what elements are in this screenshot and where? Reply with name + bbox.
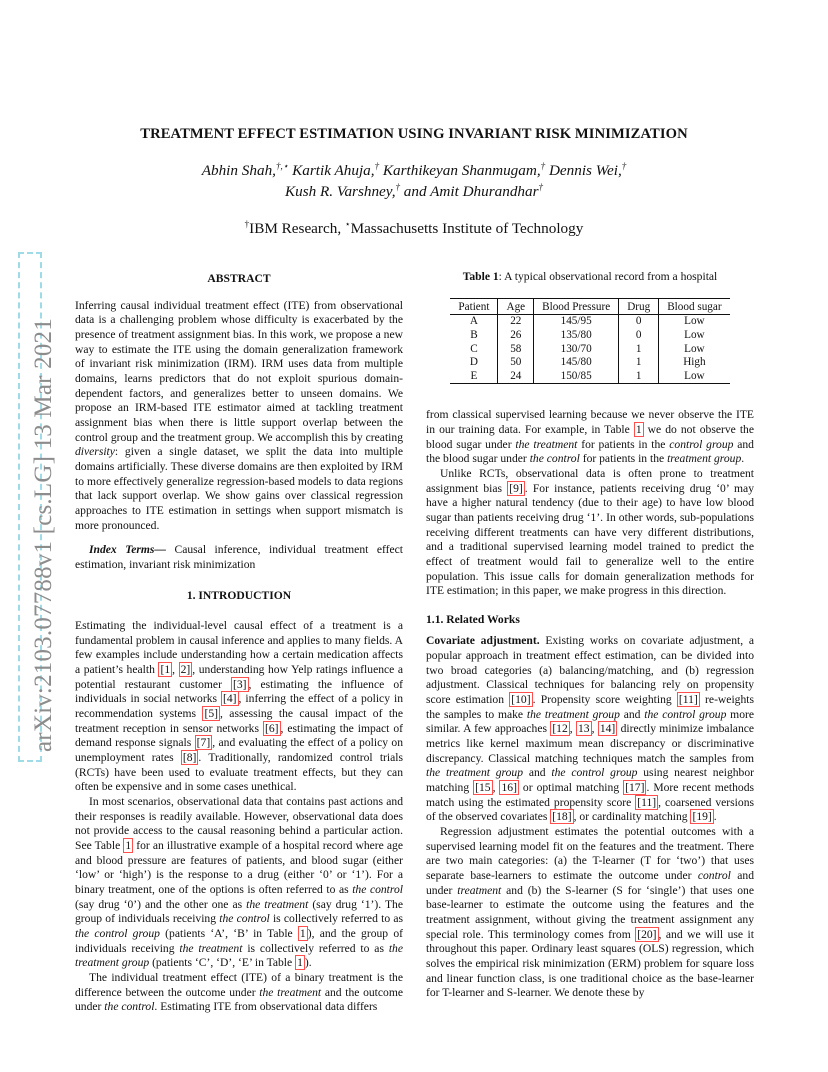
table-cell: 130/70 [534, 343, 619, 357]
citation-link[interactable]: [11] [678, 693, 698, 707]
table-cell: Low [684, 328, 705, 341]
citation-link[interactable]: [5] [204, 707, 218, 721]
author-list [60, 160, 768, 202]
table-column-header: Blood sugar [659, 298, 730, 315]
intro-paragraph-2 [75, 795, 403, 971]
paragraph-text: , coarsened versions of the observed covariates [426, 795, 755, 824]
author-affiliation-mark: †,⋆ [275, 161, 289, 171]
paragraph-text: , assessing the causal impact of the treatment reception in sensor networks [75, 707, 403, 735]
intro-paragraph-3 [75, 971, 403, 1015]
table-cell: High [683, 356, 706, 369]
citation-link[interactable]: [12 [552, 722, 568, 736]
table-body [450, 315, 729, 384]
right-paragraph-1 [426, 408, 754, 467]
paragraph-text: , estimating the impact of demand response signals [75, 721, 403, 750]
paragraph-text: ). [304, 956, 312, 970]
paragraph-text: . [713, 810, 717, 824]
abstract-heading: ABSTRACT [207, 272, 271, 285]
table-cell: 22 [498, 315, 534, 329]
table-cell: Low [684, 315, 705, 328]
author-name: Abhin Shah, [201, 162, 276, 179]
paragraph-label: Covariate adjustment. [426, 634, 540, 648]
table-cell: D [450, 356, 498, 370]
emphasis-text: the treatment [246, 897, 309, 911]
affiliations [60, 220, 768, 238]
table-cell: 135/80 [534, 329, 619, 343]
paragraph-text: , [492, 781, 500, 795]
paragraph-text: , and evaluating the effect of a policy on unemployment rates [75, 736, 404, 765]
emphasis-text: the treatment group [426, 766, 524, 780]
table-cell: 58 [498, 343, 534, 357]
citation-link[interactable]: [20] [637, 927, 657, 941]
affiliation-mit: Massachusetts Institute of Technology [350, 220, 584, 237]
citation-link[interactable]: 2] [180, 663, 191, 677]
index-terms-text: Causal inference, individual treatment effect estimation, invariant risk minimization [75, 543, 403, 571]
table-row [450, 370, 729, 384]
paragraph-text: for an illustrative example of a hospital record where age and blood pressure are features of patients, and blood sugar (either ‘low’ or ‘high’) is the response to a drug (either ‘0’ or ‘1’). For a binary treatment, one of the options is often referred to as [75, 838, 403, 896]
citation-link[interactable]: [17] [625, 781, 645, 795]
emphasis-text: the treatment [515, 437, 578, 451]
abstract-text-part: Inferring causal individual treatment effect (ITE) from observational data is a challenging problem whose difficulty is exacerbated by the presence of treatment assignment bias. In this work, we propose a new way to estimate the ITE using the domain generalization framework of invariant risk minimization (IRM). IRM uses data from multiple domains, learns predictors that do not exploit spurious domain-dependent factors, and generalizes better to unseen domains. We propose an IRM-based ITE estimator aimed at tackling treatment assignment bias when there is little support overlap between the control group and the treatment group. We accomplish this by creating [75, 298, 403, 444]
paragraph-text: Existing works on covariate adjustment, a popular approach in treatment effect estimation, can be divided into two broad categories (a) balancing/matching, and (b) regression adjustment. Classical techniques for balancing rely on propensity score estimation [426, 634, 754, 707]
citation-link[interactable]: 16] [501, 781, 517, 795]
author-name: and Amit Dhurandhar [403, 183, 539, 200]
arxiv-identifier[interactable]: arXiv:2103.07788v1 [cs.LG] 13 Mar 2021 [30, 318, 57, 752]
table-cell: 0 [619, 315, 659, 329]
emphasis-text: control [697, 868, 731, 882]
paragraph-text: . [741, 452, 745, 466]
table-cell: 1 [619, 356, 659, 370]
citation-link[interactable]: [8] [182, 751, 197, 765]
abstract-text-part: : given a single dataset, we split the data into multiple domains artificially. These diverse domains are then exploited by IRM to more effectively generalize regression-based models to data regions that lack support overlap. We show gains over classical regression approaches to ITE estimation in settings when support mismatch is more pronounced. [75, 445, 403, 532]
paragraph-text: , [591, 722, 598, 736]
emphasis-text: the control group [551, 766, 638, 780]
paragraph-text: , understanding how Yelp ratings influence a potential restaurant customer [75, 663, 404, 691]
paragraph-text: , [569, 722, 576, 736]
paragraph-text: or optimal matching [518, 781, 624, 795]
intro-paragraph-1 [75, 619, 403, 795]
table-1 [450, 298, 729, 385]
index-terms [75, 543, 403, 572]
table-column-header: Drug [619, 298, 659, 315]
citation-link[interactable]: 14] [599, 722, 616, 736]
emphasis-text: the control group [644, 707, 727, 721]
table-1-caption-text: : A typical observational record from a hospital [498, 270, 718, 283]
arxiv-sidebar [8, 252, 57, 762]
paragraph-text: (say drug ‘1’). The group of individuals receiving [75, 897, 403, 926]
table-column-header: Blood Pressure [534, 298, 619, 315]
paragraph-text: (say drug ‘0’) and the other one as [75, 897, 247, 911]
table-cell: A [450, 315, 498, 329]
table-row [450, 356, 729, 370]
author-name: Karthikeyan Shanmugam, [382, 162, 541, 179]
citation-link[interactable]: 13 [578, 722, 590, 736]
paragraph-text: and the blood sugar under [426, 437, 754, 466]
paragraph-text: The individual treatment effect (ITE) of a binary treatment is the difference between the outcome under [75, 970, 403, 999]
table-column-header: Patient [450, 298, 498, 315]
emphasis-text: the treatment [179, 941, 243, 955]
author-affiliation-mark: † [621, 161, 627, 171]
paragraph-text: and the outcome under [75, 985, 403, 1014]
author-line-1 [60, 160, 768, 181]
emphasis-text: the control group [75, 926, 160, 940]
author-affiliation-mark: † [374, 161, 380, 171]
citation-link[interactable]: [10] [511, 693, 531, 707]
paper-title: TREATMENT EFFECT ESTIMATION USING INVARIANT RISK MINIMIZATION [140, 126, 688, 142]
table-cell: 24 [498, 370, 534, 384]
table-column-header: Age [498, 298, 534, 315]
citation-link[interactable]: [19] [692, 810, 712, 824]
citation-link[interactable]: 1 [297, 956, 303, 970]
table-1-caption [426, 270, 754, 285]
paragraph-text: and under [426, 868, 754, 897]
citation-link[interactable]: 1 [299, 926, 306, 940]
right-column [426, 270, 754, 1001]
paragraph-text: Regression adjustment estimates the potential outcomes with a supervised learning model fit on the features and the treatment. There are two main categories: (a) the T-learner (T for ‘two’) that uses separate base-learners to estimate the outcome under [426, 825, 754, 882]
paragraph-text: In most scenarios, observational data that contains past actions and their responses is readily available. However, observational data does not provide access to the causal reasoning behind a particular action. See Table [75, 795, 403, 852]
citation-link[interactable]: [6] [264, 721, 279, 735]
paragraph-text: and (b) the S-learner (S for ‘single’) that uses one base-learner to estimate the outcome using the features and the treatment assignment, without giving the treatment assignment any special role. This terminology comes from [426, 883, 754, 941]
table-row [450, 315, 729, 329]
paragraph-text: from classical supervised learning because we never observe the ITE in our training data. For example, in Table [426, 408, 754, 436]
table-cell: 150/85 [534, 370, 619, 384]
paragraph-text: (patients ‘A’, ‘B’ in Table [159, 926, 298, 940]
paragraph-text: is collectively referred to as [242, 941, 389, 955]
right-paragraph-3 [426, 634, 754, 825]
paragraph-text: directly minimize imbalance metrics like kernel maximum mean discrepancy or discriminative discrepancy. Classical matching techniques match the samples from [426, 722, 755, 765]
author-name: Kartik Ahuja, [292, 162, 375, 179]
author-affiliation-mark: † [538, 182, 544, 192]
left-column [75, 272, 403, 1015]
table-cell: 145/80 [534, 356, 619, 370]
citation-link[interactable]: 1 [125, 838, 132, 852]
emphasis-text: the control [104, 1000, 155, 1014]
citation-link[interactable]: 1 [635, 422, 642, 436]
index-terms-label: Index Terms— [89, 543, 166, 557]
citation-link[interactable]: [4] [223, 692, 237, 706]
emphasis-text: the treatment group [526, 707, 620, 721]
table-row [450, 329, 729, 343]
abstract-text [75, 299, 403, 534]
paragraph-text: . More recent methods match using the estimated propensity score [426, 781, 754, 809]
table-cell: E [450, 370, 498, 384]
paragraph-text: Unlike RCTs, observational data is often prone to treatment assignment bias [426, 466, 754, 495]
author-line-2 [60, 181, 768, 202]
affiliation-mark: ⋆ [344, 219, 351, 229]
emphasis-text: the treatment group [75, 941, 403, 970]
paragraph-text: is collectively referred to as [269, 912, 403, 926]
paragraph-text: using nearest neighbor matching [426, 766, 755, 795]
table-cell: Low [659, 370, 730, 384]
table-cell: C [450, 343, 498, 357]
paragraph-text: , or cardinality matching [573, 810, 691, 824]
table-cell: B [450, 329, 498, 343]
affiliation-mark: † [244, 219, 250, 229]
abstract-emphasis: diversity [75, 445, 115, 459]
citation-link[interactable]: [18] [552, 810, 572, 824]
paragraph-text: more similar. A few approaches [426, 707, 754, 736]
introduction-heading: 1. INTRODUCTION [186, 589, 292, 603]
paragraph-text: for patients in the [579, 452, 668, 466]
citation-link[interactable]: [11] [637, 795, 657, 809]
paragraph-text: , inferring the effect of a policy in recommendation systems [75, 692, 403, 721]
author-affiliation-mark: † [395, 182, 400, 192]
emphasis-text: control group [669, 437, 734, 451]
citation-link[interactable]: [15 [475, 781, 491, 795]
author-affiliation-mark: † [540, 161, 546, 171]
affiliation-ibm: IBM Research, [249, 220, 345, 237]
paragraph-text: . Estimating ITE from observational data differs [154, 1000, 378, 1014]
table-cell: 26 [498, 329, 534, 343]
emphasis-text: the control [219, 912, 270, 926]
emphasis-text: treatment [457, 883, 502, 897]
table-row [450, 343, 729, 357]
emphasis-text: the control [529, 452, 580, 466]
emphasis-text: the control [352, 882, 403, 896]
paragraph-text: . For instance, patients receiving drug ‘0’ may have a higher natural tendency (due to their age) to have low blood sugar than patients receiving drug ‘1’. In other words, sub-populations receiving different treatments can have very different distributions, and a traditional supervised learning model trained to predict the effect of treatment would fail to generalize well to the entire population. This issue calls for domain generalization methods for ITE estimation; in this paper, we make progress in this direction. [426, 481, 754, 598]
paragraph-text: , [172, 663, 179, 677]
table-1-label: Table 1 [462, 270, 499, 283]
paragraph-text: re-weights the samples to make [426, 693, 754, 721]
table-cell: 1 [619, 370, 659, 384]
citation-link[interactable]: [3] [233, 677, 247, 691]
emphasis-text: the treatment [259, 985, 322, 999]
paragraph-text: and [619, 707, 645, 721]
citation-link[interactable]: [7] [196, 736, 211, 750]
right-paragraph-4 [426, 825, 754, 1001]
paragraph-text: (patients ‘C’, ‘D’, ‘E’ in Table [149, 956, 296, 970]
table-cell: 145/95 [534, 315, 619, 329]
citation-link[interactable]: [1 [160, 663, 171, 677]
paragraph-text: . Traditionally, randomized control trials (RCTs) have been used to evaluate treatment effects, but they can often be expensive and in some cases unethical. [75, 751, 404, 794]
table-header-row [450, 298, 729, 315]
paragraph-text: we do not observe the blood sugar under [426, 422, 755, 451]
paragraph-text: . Propensity score weighting [532, 693, 677, 707]
emphasis-text: treatment group [667, 452, 742, 466]
related-works-heading: 1.1. Related Works [426, 612, 520, 626]
right-paragraph-2 [426, 467, 754, 599]
table-cell: 50 [498, 356, 534, 370]
paragraph-text: , estimating the influence of individuals in social networks [75, 677, 404, 706]
paragraph-text: and [523, 766, 552, 780]
table-cell: Low [684, 342, 705, 355]
paragraph-text: ), and the group of individuals receiving [75, 926, 403, 955]
table-cell: 0 [619, 329, 659, 343]
paragraph-text: for patients in the [577, 437, 670, 451]
author-name: Dennis Wei, [548, 162, 622, 179]
author-name: Kush R. Varshney, [284, 183, 396, 200]
citation-link[interactable]: [9] [509, 481, 523, 495]
paragraph-text: , and we will use it throughout this paper. Ordinary least squares (OLS) regression, which solves the empirical risk minimization (ERM) problem for square loss and linear function class, is one traditional choice as the base-learner for T-learner and S-learner. We denote these by [426, 927, 754, 1000]
table-cell: 1 [619, 343, 659, 357]
paragraph-text: Estimating the individual-level causal effect of a treatment is a fundamental problem in causal inference and applies to many fields. A few examples include understanding how a certain medication affects a patient’s health [75, 619, 403, 677]
